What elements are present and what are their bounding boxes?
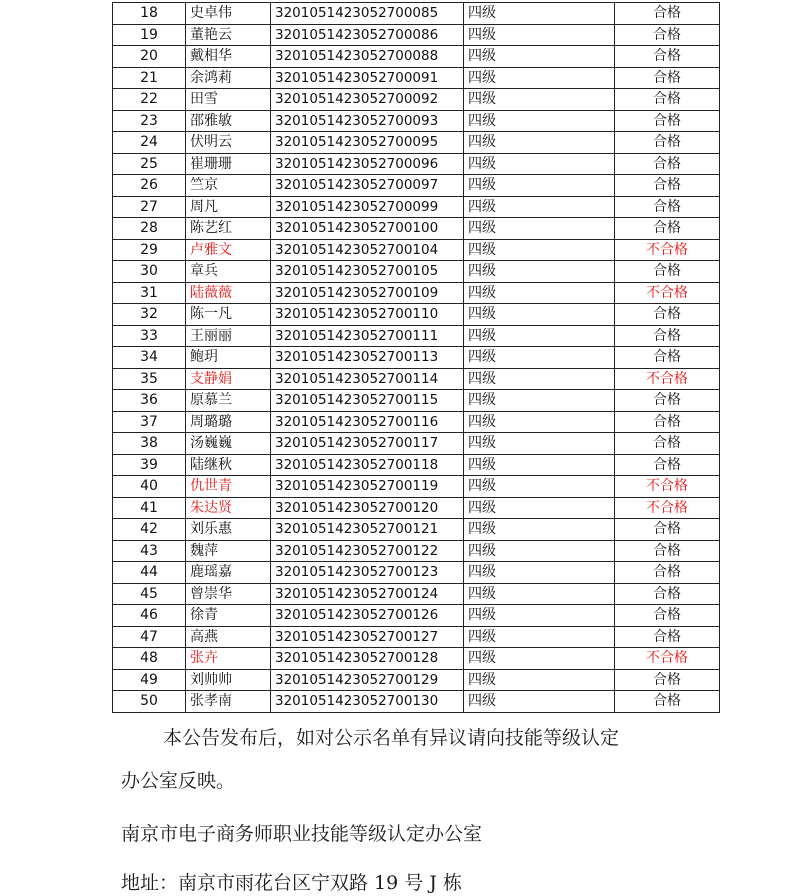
cell-certificate-id: 3201051423052700129 xyxy=(271,669,464,691)
table-row xyxy=(113,476,720,498)
cell-certificate-id: 3201051423052700095 xyxy=(271,132,464,154)
cell-certificate-id: 3201051423052700097 xyxy=(271,175,464,197)
table-row xyxy=(113,583,720,605)
cell-name: 周凡 xyxy=(186,196,271,218)
cell-number: 48 xyxy=(113,648,186,670)
cell-number: 42 xyxy=(113,519,186,541)
cell-result: 合格 xyxy=(615,562,720,584)
cell-name: 陈艺红 xyxy=(186,218,271,240)
cell-certificate-id: 3201051423052700088 xyxy=(271,46,464,68)
cell-name: 伏明云 xyxy=(186,132,271,154)
cell-name: 董艳云 xyxy=(186,24,271,46)
cell-certificate-id: 3201051423052700100 xyxy=(271,218,464,240)
cell-result: 合格 xyxy=(615,347,720,369)
table-row xyxy=(113,605,720,627)
cell-name: 支静娟 xyxy=(186,368,271,390)
cell-certificate-id: 3201051423052700130 xyxy=(271,691,464,713)
cell-level: 四级 xyxy=(464,347,615,369)
table-row xyxy=(113,3,720,25)
table-row xyxy=(113,325,720,347)
cell-result: 合格 xyxy=(615,89,720,111)
table-row xyxy=(113,390,720,412)
cell-level: 四级 xyxy=(464,67,615,89)
table-row xyxy=(113,282,720,304)
cell-name: 鲍玥 xyxy=(186,347,271,369)
table-row xyxy=(113,411,720,433)
cell-name: 崔珊珊 xyxy=(186,153,271,175)
table-row xyxy=(113,519,720,541)
cell-name: 刘乐惠 xyxy=(186,519,271,541)
results-table xyxy=(112,2,720,713)
cell-certificate-id: 3201051423052700124 xyxy=(271,583,464,605)
table-row xyxy=(113,67,720,89)
cell-name: 鹿瑶嘉 xyxy=(186,562,271,584)
cell-name: 陆继秋 xyxy=(186,454,271,476)
cell-level: 四级 xyxy=(464,132,615,154)
cell-number: 32 xyxy=(113,304,186,326)
cell-name: 陆薇薇 xyxy=(186,282,271,304)
cell-result: 合格 xyxy=(615,132,720,154)
cell-result: 合格 xyxy=(615,454,720,476)
cell-result: 合格 xyxy=(615,325,720,347)
cell-result: 合格 xyxy=(615,626,720,648)
table-row xyxy=(113,110,720,132)
notice-line-2: 办公室反映。 xyxy=(121,770,236,792)
cell-result: 不合格 xyxy=(615,648,720,670)
cell-name: 王丽丽 xyxy=(186,325,271,347)
cell-name: 原慕兰 xyxy=(186,390,271,412)
cell-level: 四级 xyxy=(464,196,615,218)
table-row xyxy=(113,239,720,261)
cell-name: 张卉 xyxy=(186,648,271,670)
cell-number: 36 xyxy=(113,390,186,412)
cell-level: 四级 xyxy=(464,476,615,498)
table-row xyxy=(113,497,720,519)
cell-name: 陈一凡 xyxy=(186,304,271,326)
office-name: 南京市电子商务师职业技能等级认定办公室 xyxy=(121,823,483,845)
cell-result: 合格 xyxy=(615,67,720,89)
cell-number: 33 xyxy=(113,325,186,347)
table-row xyxy=(113,89,720,111)
cell-certificate-id: 3201051423052700128 xyxy=(271,648,464,670)
cell-name: 徐青 xyxy=(186,605,271,627)
cell-level: 四级 xyxy=(464,368,615,390)
table-row xyxy=(113,540,720,562)
cell-result: 合格 xyxy=(615,3,720,25)
cell-certificate-id: 3201051423052700096 xyxy=(271,153,464,175)
cell-result: 合格 xyxy=(615,304,720,326)
cell-name: 周璐璐 xyxy=(186,411,271,433)
cell-number: 28 xyxy=(113,218,186,240)
table-row xyxy=(113,433,720,455)
cell-number: 39 xyxy=(113,454,186,476)
cell-number: 27 xyxy=(113,196,186,218)
cell-level: 四级 xyxy=(464,669,615,691)
cell-result: 合格 xyxy=(615,218,720,240)
cell-certificate-id: 3201051423052700115 xyxy=(271,390,464,412)
table-row xyxy=(113,626,720,648)
cell-certificate-id: 3201051423052700109 xyxy=(271,282,464,304)
table-row xyxy=(113,669,720,691)
cell-level: 四级 xyxy=(464,691,615,713)
cell-level: 四级 xyxy=(464,583,615,605)
cell-result: 合格 xyxy=(615,153,720,175)
cell-result: 合格 xyxy=(615,261,720,283)
cell-number: 25 xyxy=(113,153,186,175)
cell-number: 23 xyxy=(113,110,186,132)
cell-result: 合格 xyxy=(615,605,720,627)
cell-number: 37 xyxy=(113,411,186,433)
cell-level: 四级 xyxy=(464,3,615,25)
table-row xyxy=(113,196,720,218)
cell-number: 21 xyxy=(113,67,186,89)
cell-certificate-id: 3201051423052700091 xyxy=(271,67,464,89)
cell-level: 四级 xyxy=(464,648,615,670)
cell-name: 魏萍 xyxy=(186,540,271,562)
cell-number: 40 xyxy=(113,476,186,498)
cell-number: 26 xyxy=(113,175,186,197)
cell-result: 合格 xyxy=(615,583,720,605)
table-row xyxy=(113,46,720,68)
office-address: 地址：南京市雨花台区宁双路 19 号 J 栋 xyxy=(121,872,462,894)
cell-number: 43 xyxy=(113,540,186,562)
cell-name: 竺京 xyxy=(186,175,271,197)
table-row xyxy=(113,132,720,154)
cell-number: 46 xyxy=(113,605,186,627)
cell-number: 49 xyxy=(113,669,186,691)
cell-certificate-id: 3201051423052700099 xyxy=(271,196,464,218)
cell-certificate-id: 3201051423052700127 xyxy=(271,626,464,648)
cell-level: 四级 xyxy=(464,497,615,519)
cell-name: 田雪 xyxy=(186,89,271,111)
cell-certificate-id: 3201051423052700104 xyxy=(271,239,464,261)
cell-certificate-id: 3201051423052700122 xyxy=(271,540,464,562)
cell-level: 四级 xyxy=(464,304,615,326)
cell-level: 四级 xyxy=(464,218,615,240)
cell-certificate-id: 3201051423052700120 xyxy=(271,497,464,519)
cell-name: 戴相华 xyxy=(186,46,271,68)
results-body xyxy=(113,3,720,713)
cell-result: 合格 xyxy=(615,540,720,562)
cell-number: 18 xyxy=(113,3,186,25)
cell-number: 29 xyxy=(113,239,186,261)
cell-level: 四级 xyxy=(464,519,615,541)
cell-level: 四级 xyxy=(464,626,615,648)
cell-name: 曾崇华 xyxy=(186,583,271,605)
cell-certificate-id: 3201051423052700126 xyxy=(271,605,464,627)
cell-number: 30 xyxy=(113,261,186,283)
cell-certificate-id: 3201051423052700086 xyxy=(271,24,464,46)
cell-level: 四级 xyxy=(464,153,615,175)
cell-number: 47 xyxy=(113,626,186,648)
cell-certificate-id: 3201051423052700105 xyxy=(271,261,464,283)
table-row xyxy=(113,648,720,670)
cell-result: 合格 xyxy=(615,433,720,455)
cell-certificate-id: 3201051423052700085 xyxy=(271,3,464,25)
cell-number: 38 xyxy=(113,433,186,455)
table-row xyxy=(113,153,720,175)
cell-certificate-id: 3201051423052700110 xyxy=(271,304,464,326)
cell-certificate-id: 3201051423052700093 xyxy=(271,110,464,132)
table-row xyxy=(113,24,720,46)
cell-result: 不合格 xyxy=(615,476,720,498)
cell-certificate-id: 3201051423052700092 xyxy=(271,89,464,111)
cell-certificate-id: 3201051423052700117 xyxy=(271,433,464,455)
cell-number: 35 xyxy=(113,368,186,390)
cell-number: 50 xyxy=(113,691,186,713)
cell-level: 四级 xyxy=(464,411,615,433)
cell-level: 四级 xyxy=(464,110,615,132)
cell-certificate-id: 3201051423052700118 xyxy=(271,454,464,476)
cell-level: 四级 xyxy=(464,261,615,283)
cell-result: 合格 xyxy=(615,669,720,691)
table-row xyxy=(113,368,720,390)
cell-result: 合格 xyxy=(615,196,720,218)
cell-level: 四级 xyxy=(464,89,615,111)
cell-number: 22 xyxy=(113,89,186,111)
cell-number: 20 xyxy=(113,46,186,68)
cell-result: 不合格 xyxy=(615,497,720,519)
cell-name: 史卓伟 xyxy=(186,3,271,25)
cell-certificate-id: 3201051423052700119 xyxy=(271,476,464,498)
table-row xyxy=(113,175,720,197)
cell-name: 仇世青 xyxy=(186,476,271,498)
cell-level: 四级 xyxy=(464,175,615,197)
cell-result: 合格 xyxy=(615,110,720,132)
cell-result: 合格 xyxy=(615,175,720,197)
cell-level: 四级 xyxy=(464,562,615,584)
cell-number: 45 xyxy=(113,583,186,605)
cell-result: 合格 xyxy=(615,411,720,433)
cell-certificate-id: 3201051423052700121 xyxy=(271,519,464,541)
cell-result: 不合格 xyxy=(615,368,720,390)
cell-level: 四级 xyxy=(464,433,615,455)
cell-name: 高燕 xyxy=(186,626,271,648)
cell-number: 41 xyxy=(113,497,186,519)
notice-line-1: 本公告发布后，如对公示名单有异议请向技能等级认定 xyxy=(163,727,620,749)
cell-level: 四级 xyxy=(464,46,615,68)
cell-name: 汤巍巍 xyxy=(186,433,271,455)
cell-result: 不合格 xyxy=(615,282,720,304)
cell-result: 合格 xyxy=(615,390,720,412)
table-row xyxy=(113,261,720,283)
table-row xyxy=(113,218,720,240)
cell-name: 朱达贤 xyxy=(186,497,271,519)
cell-number: 19 xyxy=(113,24,186,46)
table-row xyxy=(113,562,720,584)
cell-result: 合格 xyxy=(615,519,720,541)
cell-name: 刘帅帅 xyxy=(186,669,271,691)
cell-certificate-id: 3201051423052700123 xyxy=(271,562,464,584)
cell-name: 余鸿莉 xyxy=(186,67,271,89)
cell-certificate-id: 3201051423052700116 xyxy=(271,411,464,433)
cell-level: 四级 xyxy=(464,390,615,412)
cell-level: 四级 xyxy=(464,540,615,562)
cell-name: 邵雅敏 xyxy=(186,110,271,132)
table-row xyxy=(113,347,720,369)
cell-level: 四级 xyxy=(464,282,615,304)
table-row xyxy=(113,454,720,476)
cell-number: 44 xyxy=(113,562,186,584)
cell-level: 四级 xyxy=(464,325,615,347)
cell-level: 四级 xyxy=(464,605,615,627)
cell-number: 31 xyxy=(113,282,186,304)
cell-name: 卢雅文 xyxy=(186,239,271,261)
cell-result: 合格 xyxy=(615,46,720,68)
cell-number: 24 xyxy=(113,132,186,154)
table-row xyxy=(113,304,720,326)
cell-result: 合格 xyxy=(615,24,720,46)
cell-level: 四级 xyxy=(464,239,615,261)
cell-level: 四级 xyxy=(464,24,615,46)
table-row xyxy=(113,691,720,713)
cell-certificate-id: 3201051423052700114 xyxy=(271,368,464,390)
cell-result: 不合格 xyxy=(615,239,720,261)
cell-certificate-id: 3201051423052700111 xyxy=(271,325,464,347)
cell-name: 张孝南 xyxy=(186,691,271,713)
cell-number: 34 xyxy=(113,347,186,369)
cell-certificate-id: 3201051423052700113 xyxy=(271,347,464,369)
cell-level: 四级 xyxy=(464,454,615,476)
cell-result: 合格 xyxy=(615,691,720,713)
cell-name: 章兵 xyxy=(186,261,271,283)
